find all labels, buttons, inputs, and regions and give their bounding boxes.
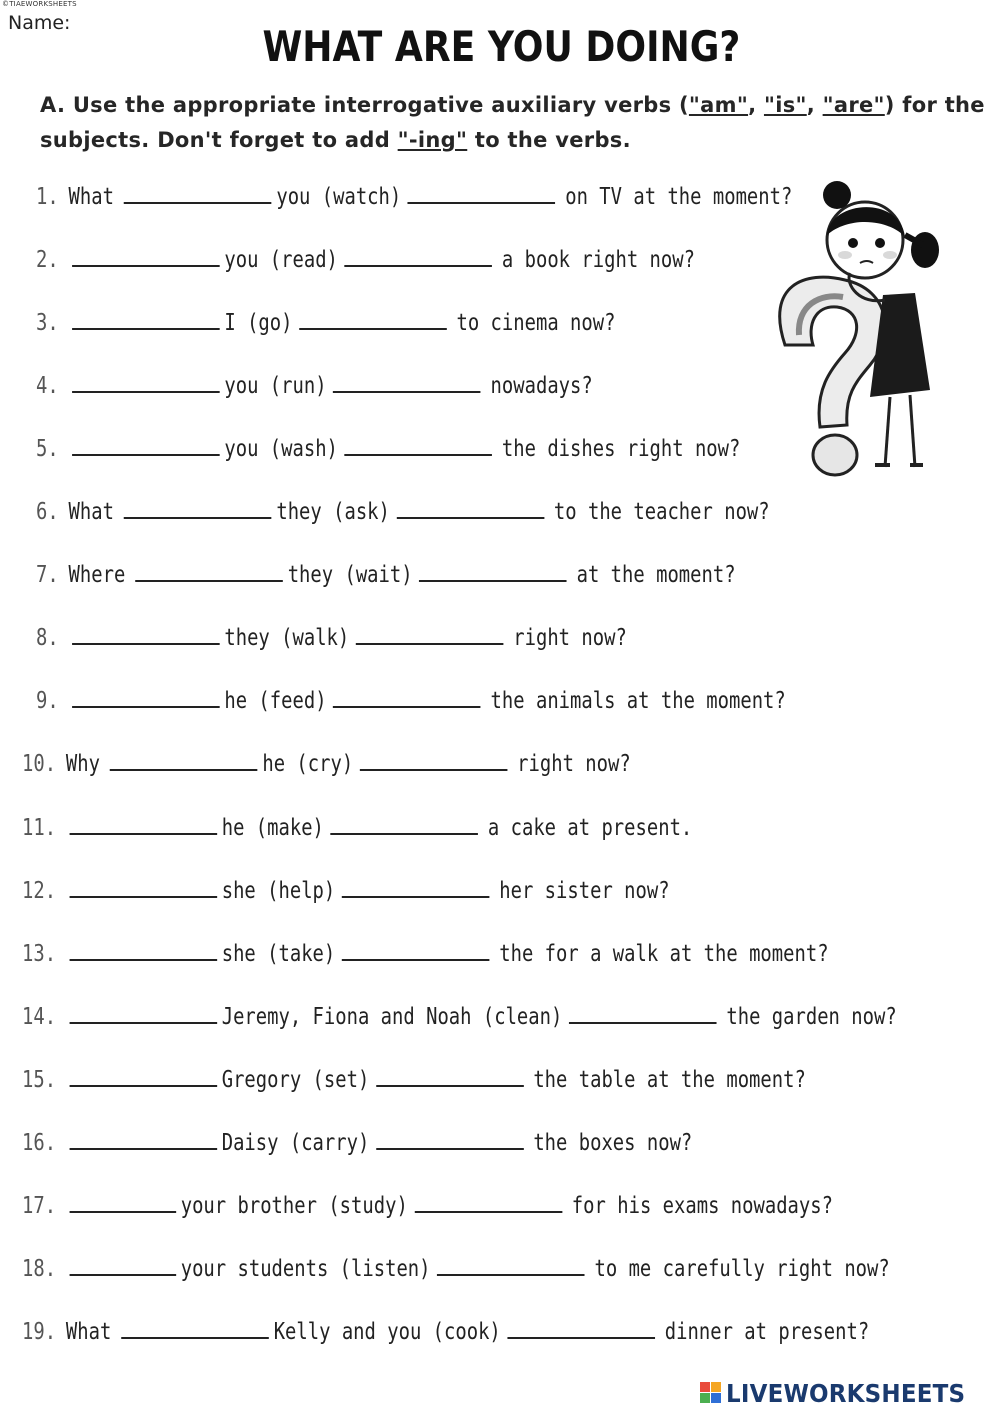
question-row bbox=[36, 371, 594, 411]
auxiliary-blank[interactable] bbox=[124, 182, 272, 204]
verb-ing-blank[interactable] bbox=[356, 623, 504, 645]
auxiliary-blank[interactable] bbox=[69, 813, 217, 835]
instructions-line1-start: A. Use the appropriate interrogative auxiliary verbs ( bbox=[40, 93, 689, 117]
subject-verb: I (go) bbox=[224, 310, 293, 337]
verb-ing-blank[interactable] bbox=[396, 497, 544, 519]
subject-verb: Gregory (set) bbox=[221, 1066, 370, 1093]
verb-ing-blank[interactable] bbox=[344, 245, 492, 267]
verb-ing-blank[interactable] bbox=[342, 876, 490, 898]
instructions-line1-end: ) for the bbox=[884, 93, 985, 117]
question-row bbox=[22, 749, 632, 789]
verb-ing-blank[interactable] bbox=[333, 686, 481, 708]
logo-tile bbox=[700, 1382, 710, 1392]
are-option: "are" bbox=[822, 93, 885, 117]
question-ending: to the teacher now? bbox=[553, 499, 770, 526]
auxiliary-blank[interactable] bbox=[72, 245, 220, 267]
question-row bbox=[22, 876, 671, 916]
subject-verb: they (ask) bbox=[276, 499, 390, 526]
question-ending: the dishes right now? bbox=[501, 436, 741, 463]
question-number: 13. bbox=[22, 940, 57, 967]
name-label: Name: bbox=[8, 12, 71, 34]
question-row bbox=[36, 686, 787, 726]
question-row bbox=[22, 1128, 694, 1168]
subject-verb: you (watch) bbox=[276, 184, 402, 210]
comma: , bbox=[748, 93, 764, 117]
question-number: 9. bbox=[36, 688, 59, 715]
question-word: What bbox=[65, 1318, 112, 1345]
verb-ing-blank[interactable] bbox=[342, 939, 490, 961]
question-ending: the boxes now? bbox=[533, 1129, 693, 1156]
auxiliary-blank[interactable] bbox=[72, 686, 220, 708]
is-option: "is" bbox=[763, 93, 807, 117]
question-word: Where bbox=[68, 562, 126, 589]
verb-ing-blank[interactable] bbox=[344, 434, 492, 456]
auxiliary-blank[interactable] bbox=[69, 1065, 217, 1087]
auxiliary-blank[interactable] bbox=[69, 1002, 217, 1024]
question-ending: for his exams nowadays? bbox=[571, 1192, 833, 1219]
question-ending: the for a walk at the moment? bbox=[499, 940, 829, 967]
verb-ing-blank[interactable] bbox=[360, 749, 508, 771]
question-row bbox=[22, 813, 694, 853]
subject-verb: he (cry) bbox=[262, 751, 354, 778]
verb-ing-blank[interactable] bbox=[330, 813, 478, 835]
question-row bbox=[36, 560, 737, 600]
question-ending: a book right now? bbox=[501, 247, 695, 274]
subject-verb: Daisy (carry) bbox=[221, 1129, 370, 1156]
question-number: 8. bbox=[36, 625, 59, 652]
girl-question-mark-illustration bbox=[765, 175, 945, 485]
auxiliary-blank[interactable] bbox=[69, 1254, 176, 1276]
question-number: 15. bbox=[22, 1066, 57, 1093]
subject-verb: they (walk) bbox=[224, 625, 350, 652]
auxiliary-blank[interactable] bbox=[72, 623, 220, 645]
question-number: 16. bbox=[22, 1129, 57, 1156]
question-ending: to me carefully right now? bbox=[594, 1255, 890, 1282]
question-number: 5. bbox=[36, 436, 59, 463]
verb-ing-blank[interactable] bbox=[333, 371, 481, 393]
question-ending: to cinema now? bbox=[456, 310, 616, 337]
subject-verb: they (wait) bbox=[287, 562, 413, 589]
question-number: 12. bbox=[22, 877, 57, 904]
question-row bbox=[36, 434, 742, 474]
question-row bbox=[22, 1317, 871, 1357]
question-number: 11. bbox=[22, 814, 57, 841]
question-number: 10. bbox=[22, 751, 57, 778]
question-number: 6. bbox=[36, 499, 59, 526]
subject-verb: you (read) bbox=[224, 247, 338, 274]
question-number: 1. bbox=[36, 184, 59, 210]
question-row bbox=[22, 1002, 898, 1042]
auxiliary-blank[interactable] bbox=[135, 560, 283, 582]
subject-verb: Jeremy, Fiona and Noah (clean) bbox=[221, 1003, 563, 1030]
verb-ing-blank[interactable] bbox=[507, 1317, 655, 1339]
auxiliary-blank[interactable] bbox=[72, 434, 220, 456]
subject-verb: Kelly and you (cook) bbox=[273, 1318, 501, 1345]
instructions-line2-end: to the verbs. bbox=[467, 128, 631, 152]
verb-ing-blank[interactable] bbox=[437, 1254, 585, 1276]
question-number: 19. bbox=[22, 1318, 57, 1345]
auxiliary-blank[interactable] bbox=[72, 308, 220, 330]
verb-ing-blank[interactable] bbox=[414, 1191, 562, 1213]
question-row bbox=[22, 1065, 807, 1105]
verb-ing-blank[interactable] bbox=[569, 1002, 717, 1024]
logo-tile bbox=[711, 1393, 721, 1403]
subject-verb: you (run) bbox=[224, 373, 327, 400]
question-ending: dinner at present? bbox=[664, 1318, 870, 1345]
verb-ing-blank[interactable] bbox=[376, 1065, 524, 1087]
liveworksheets-logo bbox=[700, 1378, 986, 1408]
question-word: What bbox=[68, 184, 114, 210]
question-word: Why bbox=[65, 751, 100, 778]
subject-verb: he (make) bbox=[221, 814, 324, 841]
auxiliary-blank[interactable] bbox=[110, 749, 258, 771]
subject-verb: your brother (study) bbox=[180, 1192, 408, 1219]
question-row bbox=[36, 308, 617, 348]
question-number: 17. bbox=[22, 1192, 57, 1219]
auxiliary-blank[interactable] bbox=[121, 1317, 269, 1339]
question-ending: her sister now? bbox=[499, 877, 670, 904]
question-number: 4. bbox=[36, 373, 59, 400]
auxiliary-blank[interactable] bbox=[124, 497, 272, 519]
question-number: 14. bbox=[22, 1003, 57, 1030]
question-row bbox=[36, 245, 697, 285]
auxiliary-blank[interactable] bbox=[72, 371, 220, 393]
verb-ing-blank[interactable] bbox=[408, 182, 556, 204]
page-title: WHAT ARE YOU DOING? bbox=[262, 22, 741, 71]
question-row bbox=[22, 1191, 835, 1231]
question-ending: the table at the moment? bbox=[533, 1066, 806, 1093]
question-row bbox=[22, 1254, 891, 1294]
subject-verb: you (wash) bbox=[224, 436, 338, 463]
question-row bbox=[36, 497, 771, 537]
question-row bbox=[36, 623, 628, 663]
question-ending: the garden now? bbox=[726, 1003, 897, 1030]
verb-ing-blank[interactable] bbox=[419, 560, 567, 582]
subject-verb: your students (listen) bbox=[180, 1255, 431, 1282]
subject-verb: she (help) bbox=[221, 877, 336, 904]
comma: , bbox=[806, 93, 823, 117]
question-ending: on TV at the moment? bbox=[565, 184, 793, 210]
auxiliary-blank[interactable] bbox=[69, 876, 217, 898]
question-ending: nowadays? bbox=[490, 373, 593, 400]
question-ending: right now? bbox=[517, 751, 631, 778]
subject-verb: she (take) bbox=[221, 940, 336, 967]
question-number: 18. bbox=[22, 1255, 57, 1282]
logo-text: LIVEWORKSHEETS bbox=[726, 1378, 966, 1408]
question-number: 3. bbox=[36, 310, 59, 337]
question-word: What bbox=[68, 499, 114, 526]
verb-ing-blank[interactable] bbox=[299, 308, 447, 330]
question-ending: the animals at the moment? bbox=[490, 688, 786, 715]
logo-tile bbox=[700, 1393, 710, 1403]
am-option: "am" bbox=[688, 93, 749, 117]
question-ending: right now? bbox=[513, 625, 627, 652]
subject-verb: he (feed) bbox=[224, 688, 327, 715]
logo-icon bbox=[700, 1382, 722, 1404]
verb-ing-blank[interactable] bbox=[376, 1128, 524, 1150]
question-number: 2. bbox=[36, 247, 59, 274]
question-ending: at the moment? bbox=[576, 562, 736, 589]
question-number: 7. bbox=[36, 562, 59, 589]
question-row bbox=[36, 182, 794, 222]
auxiliary-blank[interactable] bbox=[69, 939, 217, 961]
question-row bbox=[22, 939, 830, 979]
auxiliary-blank[interactable] bbox=[69, 1191, 176, 1213]
auxiliary-blank[interactable] bbox=[69, 1128, 217, 1150]
instructions-line2-start: subjects. Don't forget to add bbox=[40, 128, 398, 152]
logo-tile bbox=[711, 1382, 721, 1392]
source-watermark: ©TIAEWORKSHEETS bbox=[2, 0, 77, 8]
ing-suffix: "-ing" bbox=[397, 128, 468, 152]
question-ending: a cake at present. bbox=[487, 814, 693, 841]
